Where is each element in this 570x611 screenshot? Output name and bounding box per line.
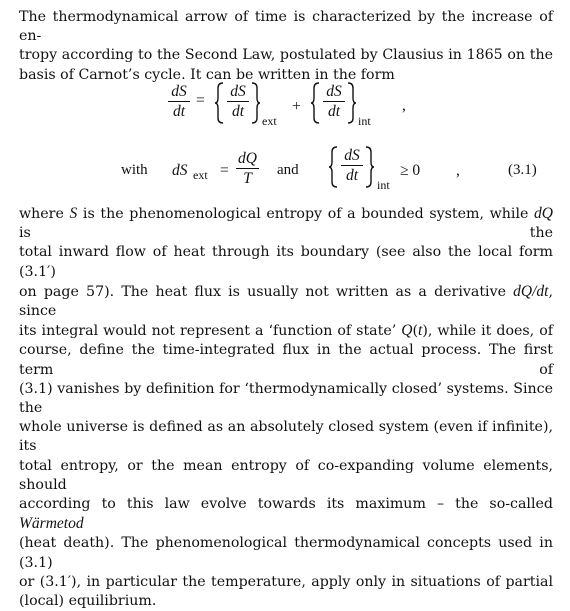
comma: , [456,162,460,179]
numerator: dS [326,83,342,100]
text-line: according to this law evolve towards its maximum – the so-called Wärmetod [19,496,553,533]
denominator: T [243,170,252,187]
text-line: where S is the phenomenological entropy of a bounded system, while dQ is the [19,205,553,242]
left-brace-icon [310,82,320,124]
math-symbol: dQ/dt [513,282,549,300]
body-paragraph [19,204,553,611]
numerator: dQ [238,150,257,167]
dS-lhs: dS [172,162,188,179]
comma: , [402,97,406,114]
math-symbol: dQ [534,205,553,222]
text-line: tropy according to the Second Law, postulated by Clausius in 1865 on the [19,47,553,64]
numerator: dS [171,83,187,100]
math-symbol: Wärmetod [19,515,84,533]
right-brace-icon [251,82,261,124]
math-symbol: t [418,322,423,340]
left-brace-icon [328,146,338,188]
text-line: total entropy, or the mean entropy of co-expanding volume elements, should [19,457,553,493]
text-line: (heat death). The phenomenological thermodynamical concepts used in (3.1) [19,535,553,571]
fraction-dQ-over-T [236,150,259,187]
equation-number: (3.1) [508,162,537,178]
math-symbol: S [69,205,78,222]
subscript-int: int [358,114,371,128]
geq-zero: ≥ 0 [400,162,421,179]
text-line: whole universe is defined as an absolutely closed system (even if infinite), its [19,419,553,455]
subscript-ext: ext [262,114,277,128]
fraction [341,147,363,184]
numerator: dS [230,83,246,100]
text-line: total inward flow of heat through its boundary (see also the local form (3.1′) [19,244,553,280]
text-line: course, define the time-integrated flux in the actual process. The first term of [19,342,553,378]
intro-paragraph [19,8,553,85]
fraction [323,83,345,120]
denominator: dt [172,103,186,120]
text-line: The thermodynamical arrow of time is characterized by the increase of en- [19,9,553,45]
left-brace-icon [214,82,224,124]
right-brace-icon [347,82,357,124]
fraction [168,83,190,120]
text-line: basis of Carnot’s cycle. It can be written in the form [19,66,395,83]
plus-sign: + [292,98,301,115]
word-and: and [277,162,299,178]
denominator: dt [231,103,245,120]
math-symbol: Q [401,322,413,340]
numerator: dS [344,147,360,164]
text-line: on page 57). The heat flux is usually not written as a derivative dQ/dt, since [19,282,553,320]
right-brace-icon [365,146,375,188]
denominator: dt [327,103,341,120]
word-with: with [121,162,148,178]
denominator: dt [345,167,359,184]
fraction [227,83,249,120]
text-line: its integral would not represent a ‘function of state’ Q(t), while it does, of [19,322,554,340]
text-line: (local) equilibrium. [19,593,157,610]
subscript-int: int [377,178,390,192]
equals-sign: = [196,92,205,109]
text-line: or (3.1′), in particular the temperature, apply only in situations of partial [19,573,553,590]
text-line: (3.1) vanishes by definition for ‘thermodynamically closed’ systems. Since the [19,380,553,417]
equals-sign: = [220,162,229,179]
subscript-ext: ext [193,168,208,182]
